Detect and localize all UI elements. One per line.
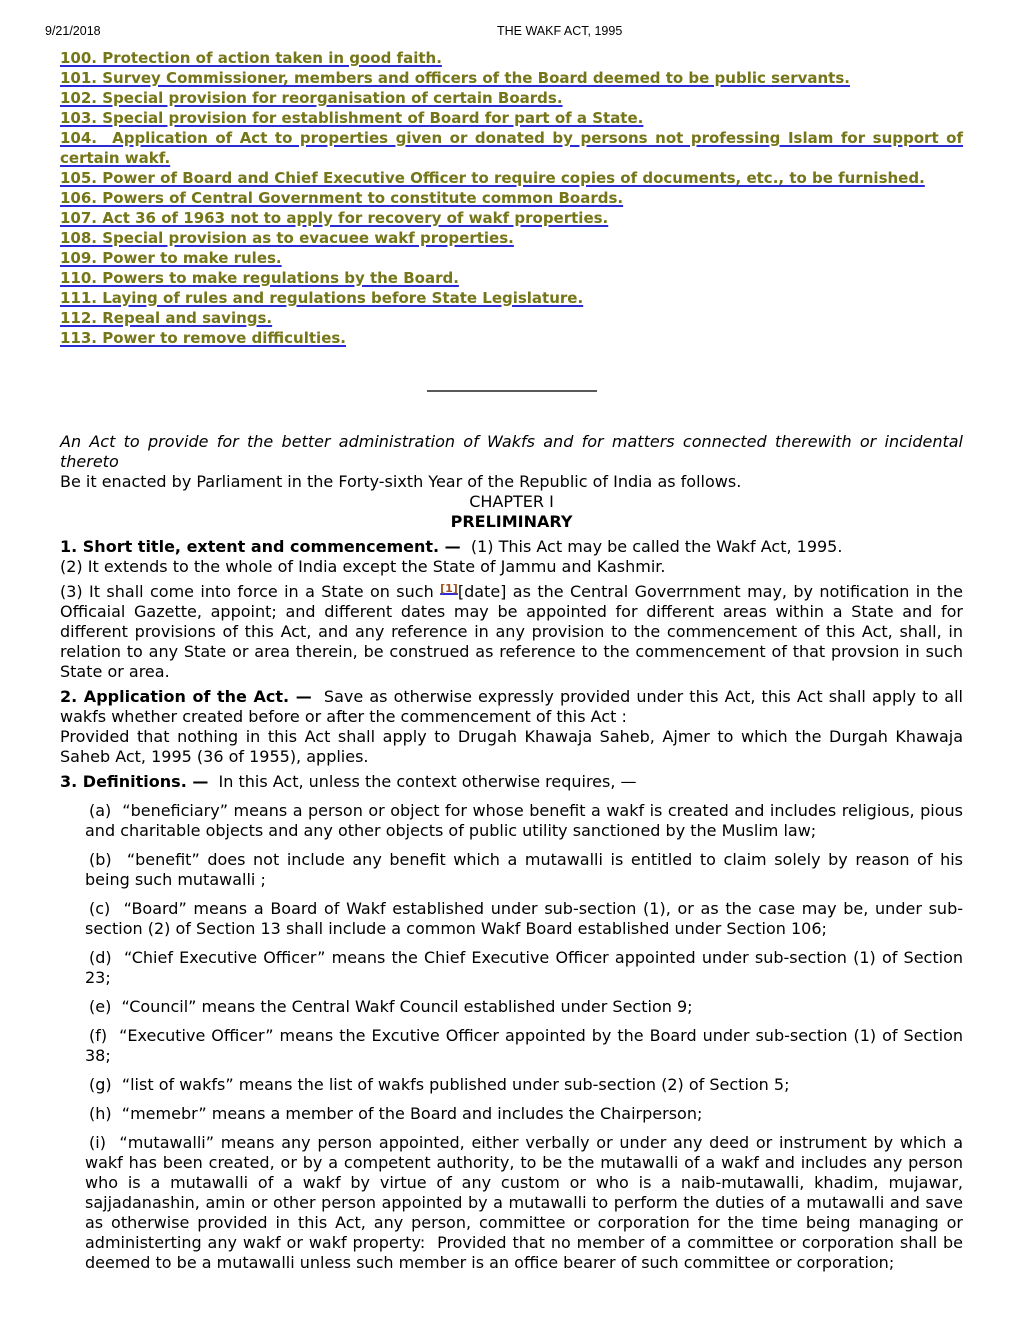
section-1-sub-3-before: (3) It shall come into force in a State on such [60,582,441,601]
section-2-heading: 2. Application of the Act. — [60,687,312,706]
toc-link-108[interactable]: 108. Special provision as to evacuee wakf properties. [60,229,514,247]
definition-d: (d) “Chief Executive Officer” means the Chief Executive Officer appointed under sub-section (1) of Section 23; [85,948,963,987]
footnote-sup [440,582,458,595]
section-3-body-text: In this Act, unless the context otherwise requires, — [208,772,637,791]
toc-link-107[interactable]: 107. Act 36 of 1963 not to apply for recovery of wakf properties. [60,209,609,227]
section-2-text [60,687,963,727]
definition-h: (h) “memebr” means a member of the Board and includes the Chairperson; [89,1104,703,1123]
definition-g: (g) “list of wakfs” means the list of wakfs published under sub-section (2) of Section 5; [89,1075,790,1094]
section-1-sub-1 [60,537,963,557]
toc-link-106[interactable]: 106. Powers of Central Government to constitute common Boards. [60,189,624,207]
section-1-sub-1-text: (1) This Act may be called the Wakf Act, 1995. [460,537,843,556]
definition-f: (f) “Executive Officer” means the Excutive Officer appointed by the Board under sub-section (1) of Section 38; [85,1026,963,1065]
definition-a: (a) “beneficiary” means a person or object for whose benefit a wakf is created and includes religious, pious and charitable objects and any other objects of public utility sanctioned by the Muslim law; [85,801,963,840]
section-1-sub-3 [60,582,963,682]
toc-link-109[interactable]: 109. Power to make rules. [60,249,282,267]
document-header-title: THE WAKF ACT, 1995 [497,24,623,38]
definition-c: (c) “Board” means a Board of Wakf established under sub-section (1), or as the case may be, under sub-section (2) of Section 13 shall include a common Wakf Board established under Section 106; [85,899,963,938]
section-1-sub-2: (2) It extends to the whole of India except the State of Jammu and Kashmir. [60,557,666,576]
toc-link-102[interactable]: 102. Special provision for reorganisation of certain Boards. [60,89,563,107]
footnote-1-link[interactable]: [1] [440,582,458,595]
definition-b: (b) “benefit” does not include any benefit which a mutawalli is entitled to claim solely by reason of his being such mutawalli ; [85,850,963,889]
toc-link-113[interactable]: 113. Power to remove difficulties. [60,329,346,347]
toc-link-105[interactable]: 105. Power of Board and Chief Executive Officer to require copies of documents, etc., to be furnished. [60,169,925,187]
toc-link-104[interactable]: 104. Application of Act to properties given or donated by persons not professing Islam for support of certain wakf. [60,129,963,167]
chapter-label: CHAPTER I [469,492,554,511]
section-2-body-text: Save as otherwise expressly provided under this Act, this Act shall apply to all wakfs whether created before or after the commencement of this Act : [60,687,964,726]
toc-link-100[interactable]: 100. Protection of action taken in good faith. [60,49,442,67]
print-header [0,0,1020,48]
chapter-name: PRELIMINARY [450,512,573,531]
table-of-contents [60,48,963,348]
section-divider [427,390,597,392]
print-date: 9/21/2018 [45,24,101,38]
section-1-sub-3-after: [date] as the Central Goverrnment may, by notification in the Officaial Gazette, appoint; and different dates may be appointed for different areas within a State and for different provisions of this Act, and any reference in any provision to the commencement of this Act, shall, in relation to any State or area therein, be construed as reference to the commencement of that provsion in such State or area. [60,582,964,681]
enactment-clause: Be it enacted by Parliament in the Forty-sixth Year of the Republic of India as follows. [60,472,742,491]
section-2-proviso: Provided that nothing in this Act shall apply to Drugah Khawaja Saheb, Ajmer to which the Durgah Khawaja Saheb Act, 1995 (36 of 1955), applies. [60,727,963,766]
section-3-text [60,772,963,792]
toc-link-101[interactable]: 101. Survey Commissioner, members and officers of the Board deemed to be public servants. [60,69,850,87]
toc-link-103[interactable]: 103. Special provision for establishment of Board for part of a State. [60,109,644,127]
section-1-heading: 1. Short title, extent and commencement. — [60,537,461,556]
definition-e: (e) “Council” means the Central Wakf Council established under Section 9; [89,997,693,1016]
toc-link-110[interactable]: 110. Powers to make regulations by the Board. [60,269,459,287]
act-body [60,432,963,1273]
section-3-heading: 3. Definitions. — [60,772,209,791]
toc-link-111[interactable]: 111. Laying of rules and regulations before State Legislature. [60,289,584,307]
act-long-title: An Act to provide for the better administration of Wakfs and for matters connected therewith or incidental thereto [60,432,963,471]
definition-i: (i) “mutawalli” means any person appointed, either verbally or under any deed or instrument by which a wakf has been created, or by a competent authority, to be the mutawalli of a wakf and includes any person who is a mutawalli of a wakf by virtue of any custom or who is a naib-mutawalli, khadim, mujawar, sajjadanashin, amin or other person appointed by a mutawalli to perform the duties of a mutawalli and save as otherwise provided in this Act, any person, committee or corporation for the time being managing or administerting any wakf or wakf property: Provided that no member of a committee or corporation shall be deemed to be a mutawalli unless such member is an office bearer of such committee or corporation; [85,1133,963,1272]
toc-link-112[interactable]: 112. Repeal and savings. [60,309,273,327]
